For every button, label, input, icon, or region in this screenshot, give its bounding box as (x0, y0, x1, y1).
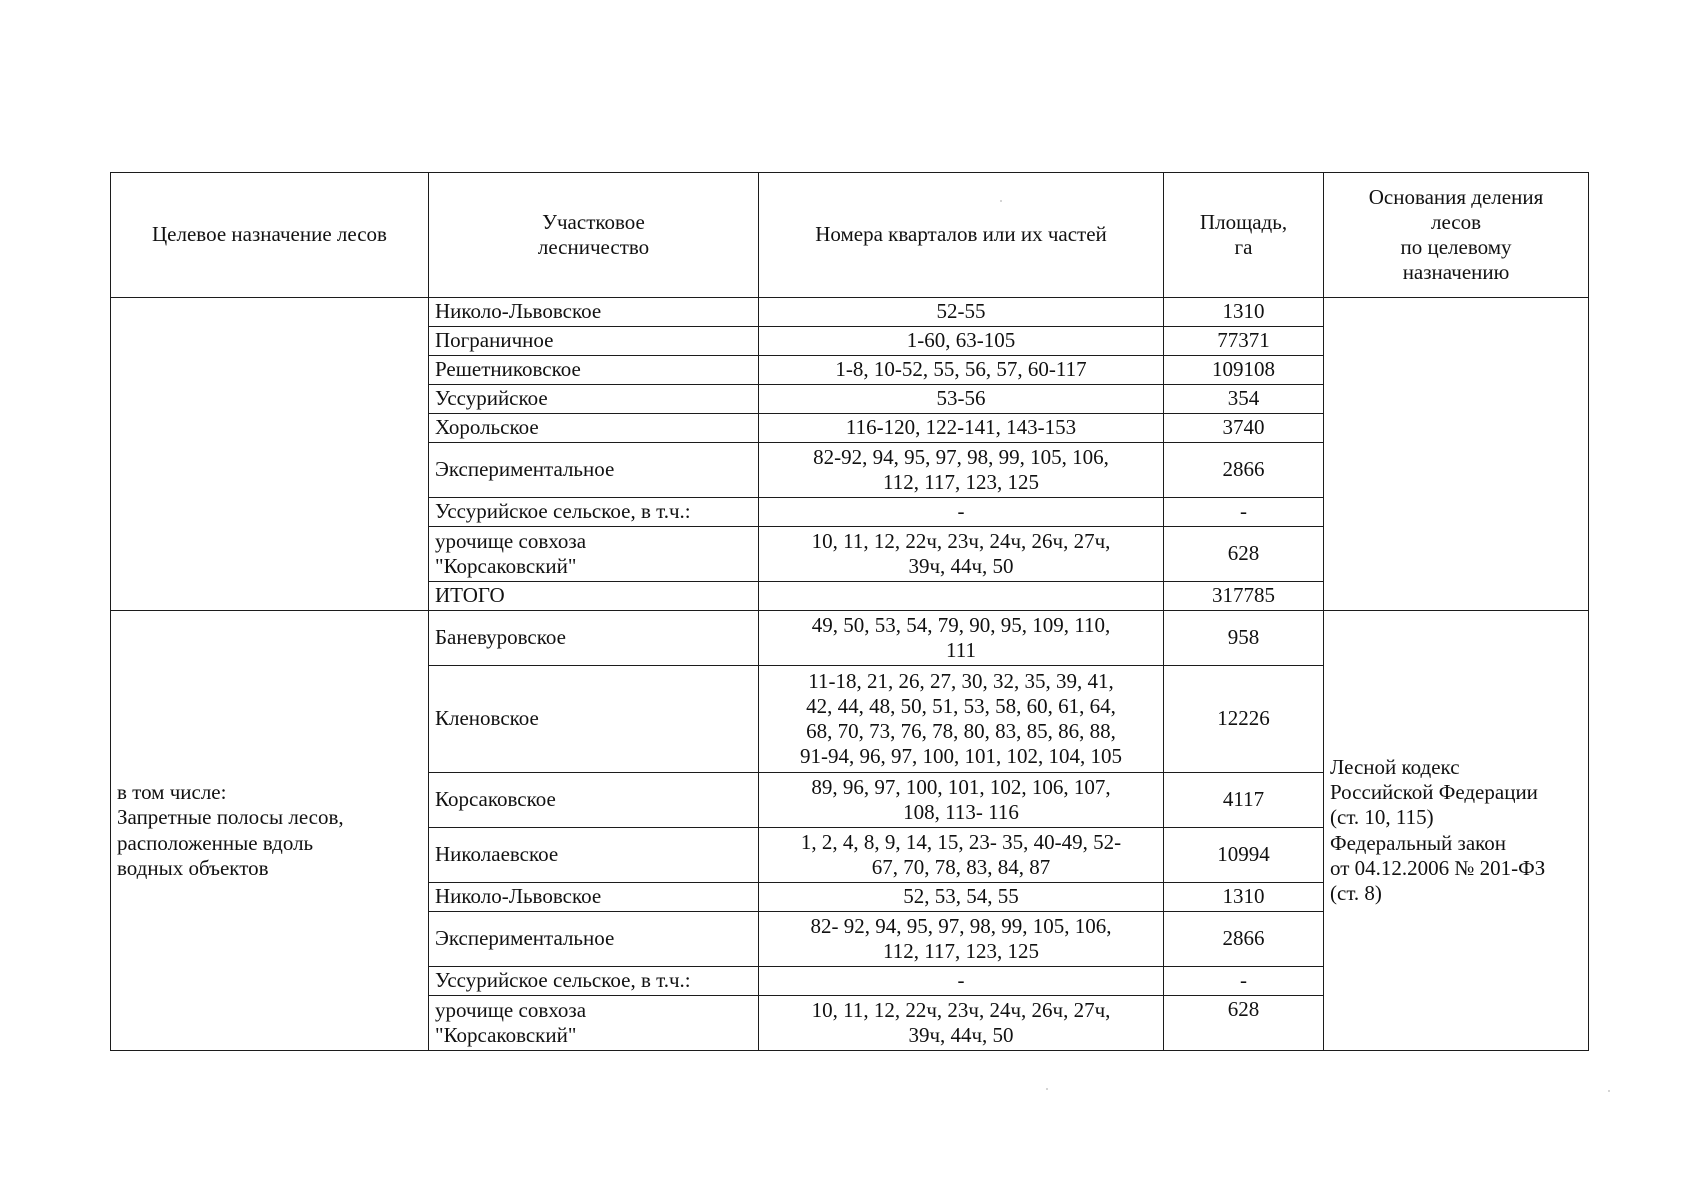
forestry-cell: Экспериментальное (429, 443, 759, 498)
quarters-cell: 49, 50, 53, 54, 79, 90, 95, 109, 110, 111 (759, 611, 1164, 666)
forestry-cell: Хорольское (429, 414, 759, 443)
forestry-cell: Кленовское (429, 666, 759, 773)
area-cell: 10994 (1164, 828, 1324, 883)
forestry-cell: Николо-Львовское (429, 883, 759, 912)
area-cell: 1310 (1164, 298, 1324, 327)
area-cell: 628 (1164, 527, 1324, 582)
table-row (111, 611, 1589, 666)
quarters-cell: 53-56 (759, 385, 1164, 414)
header-basis: Основания деления лесов по целевому назначению (1324, 173, 1589, 298)
forestry-cell: Николаевское (429, 828, 759, 883)
forestry-cell: урочище совхоза "Корсаковский" (429, 996, 759, 1051)
basis-cell-section2: Лесной кодекс Российской Федерации (ст. 10, 115) Федеральный закон от 04.12.2006 № 201-ФЗ (ст. 8) (1324, 611, 1589, 1051)
scan-speck (1608, 1090, 1610, 1092)
area-cell: 109108 (1164, 356, 1324, 385)
forestry-cell: Николо-Львовское (429, 298, 759, 327)
total-label: ИТОГО (429, 582, 759, 611)
header-purpose: Целевое назначение лесов (111, 173, 429, 298)
area-cell: 354 (1164, 385, 1324, 414)
quarters-cell: 116-120, 122-141, 143-153 (759, 414, 1164, 443)
area-cell: 3740 (1164, 414, 1324, 443)
purpose-cell-section1 (111, 298, 429, 611)
area-cell: 958 (1164, 611, 1324, 666)
quarters-cell: 1-8, 10-52, 55, 56, 57, 60-117 (759, 356, 1164, 385)
quarters-cell: 1-60, 63-105 (759, 327, 1164, 356)
scan-speck (1000, 200, 1002, 202)
header-area: Площадь, га (1164, 173, 1324, 298)
header-forestry: Участковое лесничество (429, 173, 759, 298)
quarters-cell: 52, 53, 54, 55 (759, 883, 1164, 912)
area-cell: - (1164, 967, 1324, 996)
forestry-cell: Уссурийское сельское, в т.ч.: (429, 498, 759, 527)
forestry-cell: Корсаковское (429, 773, 759, 828)
basis-cell-section1 (1324, 298, 1589, 611)
forestry-cell: Баневуровское (429, 611, 759, 666)
forest-purpose-table (110, 172, 1589, 1051)
forestry-cell: Пограничное (429, 327, 759, 356)
area-cell: 12226 (1164, 666, 1324, 773)
area-cell: 628 (1164, 996, 1324, 1051)
area-cell: 2866 (1164, 912, 1324, 967)
purpose-cell-section2: в том числе: Запретные полосы лесов, расположенные вдоль водных объектов (111, 611, 429, 1051)
quarters-cell: 52-55 (759, 298, 1164, 327)
quarters-cell: 82-92, 94, 95, 97, 98, 99, 105, 106, 112, 117, 123, 125 (759, 443, 1164, 498)
quarters-cell: 1, 2, 4, 8, 9, 14, 15, 23- 35, 40-49, 52- 67, 70, 78, 83, 84, 87 (759, 828, 1164, 883)
area-cell: 1310 (1164, 883, 1324, 912)
scan-speck (1046, 1088, 1048, 1090)
quarters-cell: 82- 92, 94, 95, 97, 98, 99, 105, 106, 112, 117, 123, 125 (759, 912, 1164, 967)
area-cell: 2866 (1164, 443, 1324, 498)
area-cell: 4117 (1164, 773, 1324, 828)
area-cell: - (1164, 498, 1324, 527)
area-cell: 77371 (1164, 327, 1324, 356)
forestry-cell: Уссурийское сельское, в т.ч.: (429, 967, 759, 996)
quarters-cell: 10, 11, 12, 22ч, 23ч, 24ч, 26ч, 27ч, 39ч, 44ч, 50 (759, 527, 1164, 582)
total-quarters (759, 582, 1164, 611)
header-quarters: Номера кварталов или их частей (759, 173, 1164, 298)
forestry-cell: Уссурийское (429, 385, 759, 414)
header-row (111, 173, 1589, 298)
forestry-cell: урочище совхоза "Корсаковский" (429, 527, 759, 582)
quarters-cell: - (759, 967, 1164, 996)
forestry-cell: Экспериментальное (429, 912, 759, 967)
quarters-cell: - (759, 498, 1164, 527)
quarters-cell: 11-18, 21, 26, 27, 30, 32, 35, 39, 41, 42, 44, 48, 50, 51, 53, 58, 60, 61, 64, 68, 70, 73, 76, 78, 80, 83, 85, 86, 88, 91-94, 96, 97, 100, 101, 102, 104, 105 (759, 666, 1164, 773)
quarters-cell: 89, 96, 97, 100, 101, 102, 106, 107, 108, 113- 116 (759, 773, 1164, 828)
total-area: 317785 (1164, 582, 1324, 611)
quarters-cell: 10, 11, 12, 22ч, 23ч, 24ч, 26ч, 27ч, 39ч, 44ч, 50 (759, 996, 1164, 1051)
forestry-cell: Решетниковское (429, 356, 759, 385)
table-row (111, 298, 1589, 327)
